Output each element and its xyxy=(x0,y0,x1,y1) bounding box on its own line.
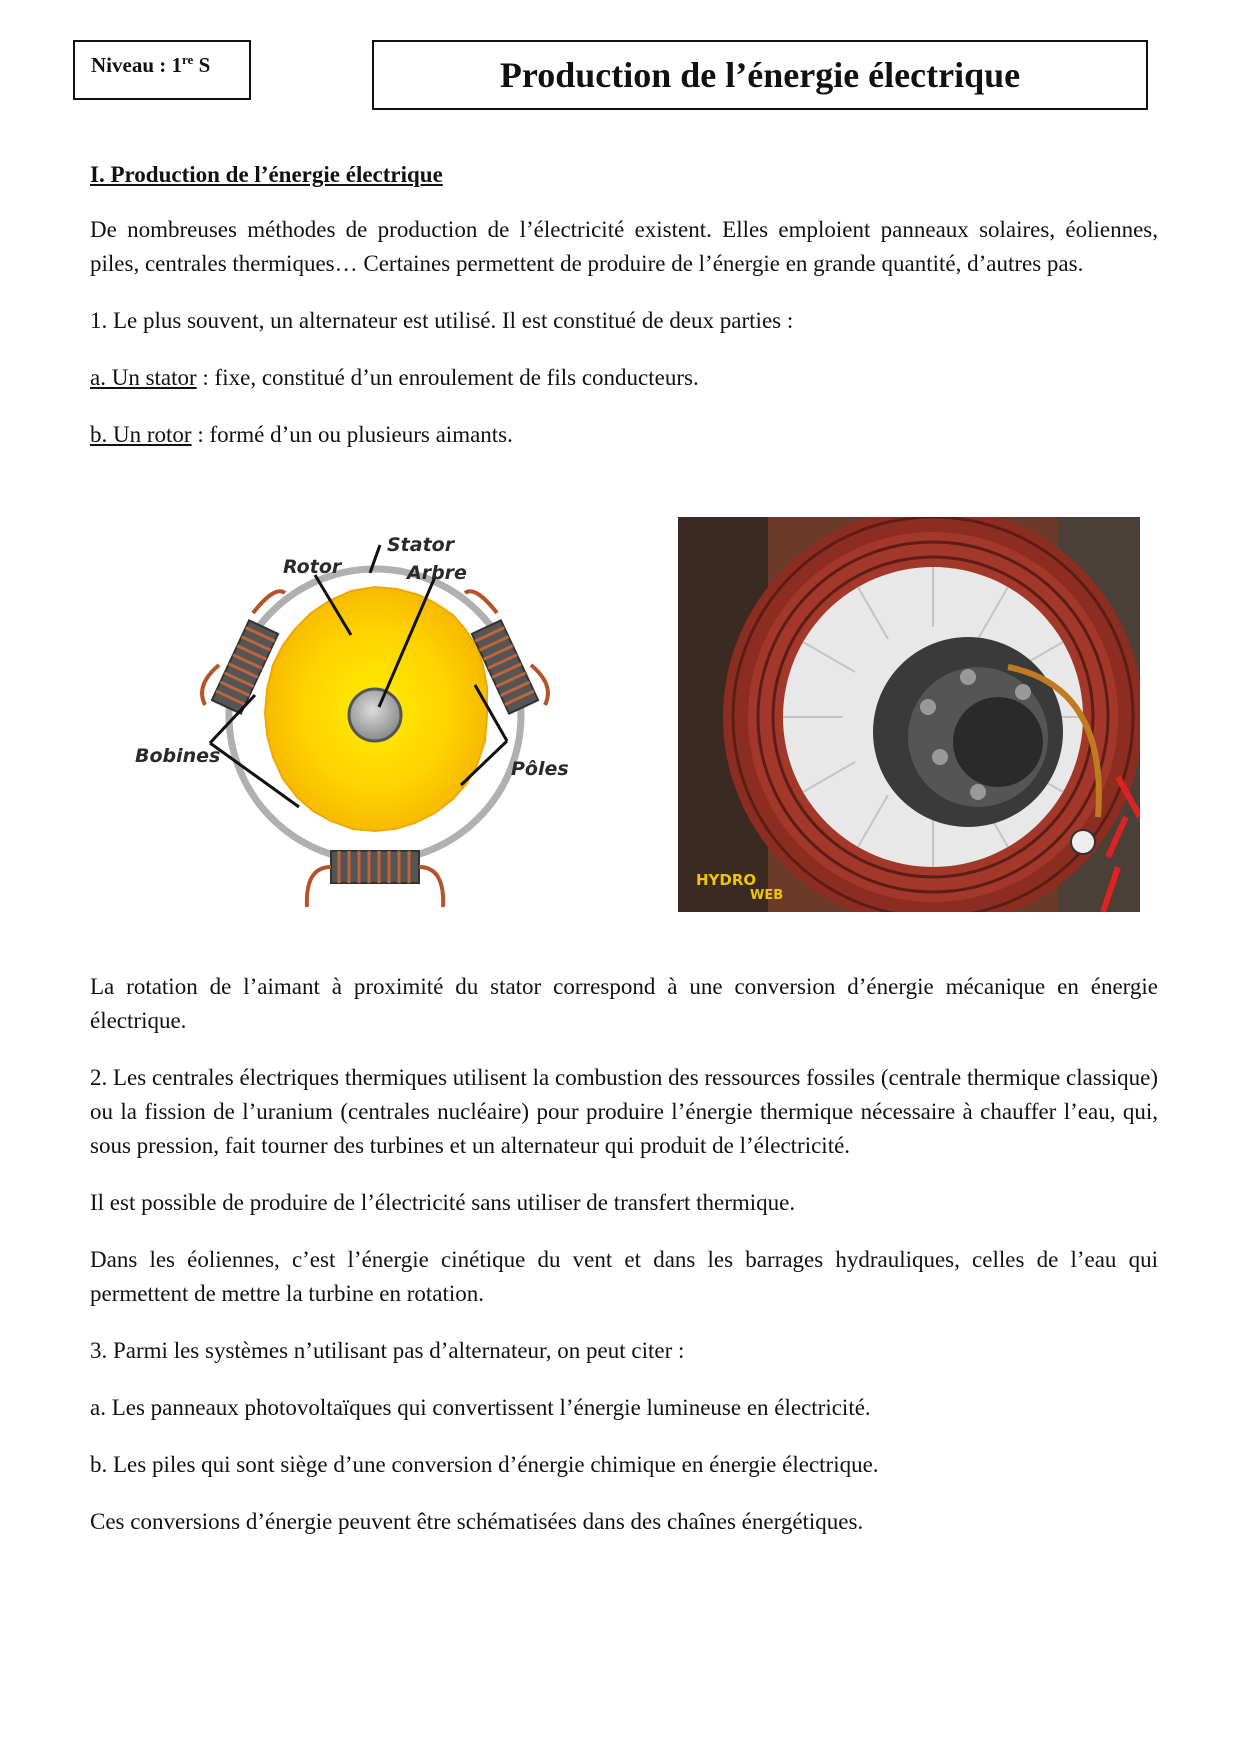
shaft xyxy=(349,689,401,741)
eoliennes-paragraph: Dans les éoliennes, c’est l’énergie cinétique du vent et dans les barrages hydrauliques, celles de l’eau qui permettent de mettre la turbine en rotation. xyxy=(90,1247,1158,1306)
conclusion-paragraph: Ces conversions d’énergie peuvent être schématisées dans des chaînes énergétiques. xyxy=(90,1509,864,1534)
point-3: 3. Parmi les systèmes n’utilisant pas d’alternateur, on peut citer : xyxy=(90,1338,685,1363)
photo-watermark-web: WEB xyxy=(750,888,784,903)
item-rotor xyxy=(90,418,1158,452)
item-stator xyxy=(90,361,1158,395)
item-stator-label: a. Un stator xyxy=(90,365,197,390)
label-stator: Stator xyxy=(387,534,455,556)
coil-bottom xyxy=(331,851,419,883)
label-arbre: Arbre xyxy=(407,562,467,584)
point-2: 2. Les centrales électriques thermiques utilisent la combustion des ressources fossiles (centrale thermique classique) ou la fission de l’uranium (centrales nucléaire) pour produire l’énergie thermique nécessaire à chauffer l’eau, qui, sous pression, fait tourner des turbines et un alternateur qui produit de l’électricité. xyxy=(90,1065,1158,1158)
point-1: 1. Le plus souvent, un alternateur est utilisé. Il est constitué de deux parties : xyxy=(90,308,794,333)
sans-transfert-paragraph: Il est possible de produire de l’électricité sans utiliser de transfert thermique. xyxy=(90,1190,796,1215)
level-prefix: Niveau : 1 xyxy=(91,53,182,77)
rotation-paragraph: La rotation de l’aimant à proximité du stator correspond à une conversion d’énergie mécanique en énergie électrique. xyxy=(90,974,1158,1033)
label-rotor: Rotor xyxy=(283,556,342,578)
alternator-diagram xyxy=(135,515,645,915)
page-title-box xyxy=(372,40,1148,110)
level-box xyxy=(73,40,251,100)
item-piles: b. Les piles qui sont siège d’une conversion d’énergie chimique en énergie électrique. xyxy=(90,1452,879,1477)
section-heading: I. Production de l’énergie électrique xyxy=(90,162,443,187)
level-suffix: S xyxy=(193,53,211,77)
label-bobines: Bobines xyxy=(135,745,221,767)
intro-paragraph: De nombreuses méthodes de production de l’électricité existent. Elles emploient panneaux solaires, éoliennes, piles, centrales thermiques… Certaines permettent de produire de l’énergie en grande quantité, d’autres pas. xyxy=(90,217,1158,276)
item-rotor-text: : formé d’un ou plusieurs aimants. xyxy=(191,422,513,447)
page-title: Production de l’énergie électrique xyxy=(499,55,1021,95)
figures-row xyxy=(90,515,1158,915)
lower-content xyxy=(90,970,1158,1562)
upper-content xyxy=(90,158,1158,452)
item-stator-text: : fixe, constitué d’un enroulement de fils conducteurs. xyxy=(196,365,699,390)
level-superscript: re xyxy=(182,52,194,67)
item-photovoltaique: a. Les panneaux photovoltaïques qui convertissent l’énergie lumineuse en électricité. xyxy=(90,1395,871,1420)
alternator-photo xyxy=(678,517,1140,912)
photo-watermark-hydro: HYDRO xyxy=(696,871,757,889)
label-poles: Pôles xyxy=(511,758,569,780)
item-rotor-label: b. Un rotor xyxy=(90,422,192,447)
